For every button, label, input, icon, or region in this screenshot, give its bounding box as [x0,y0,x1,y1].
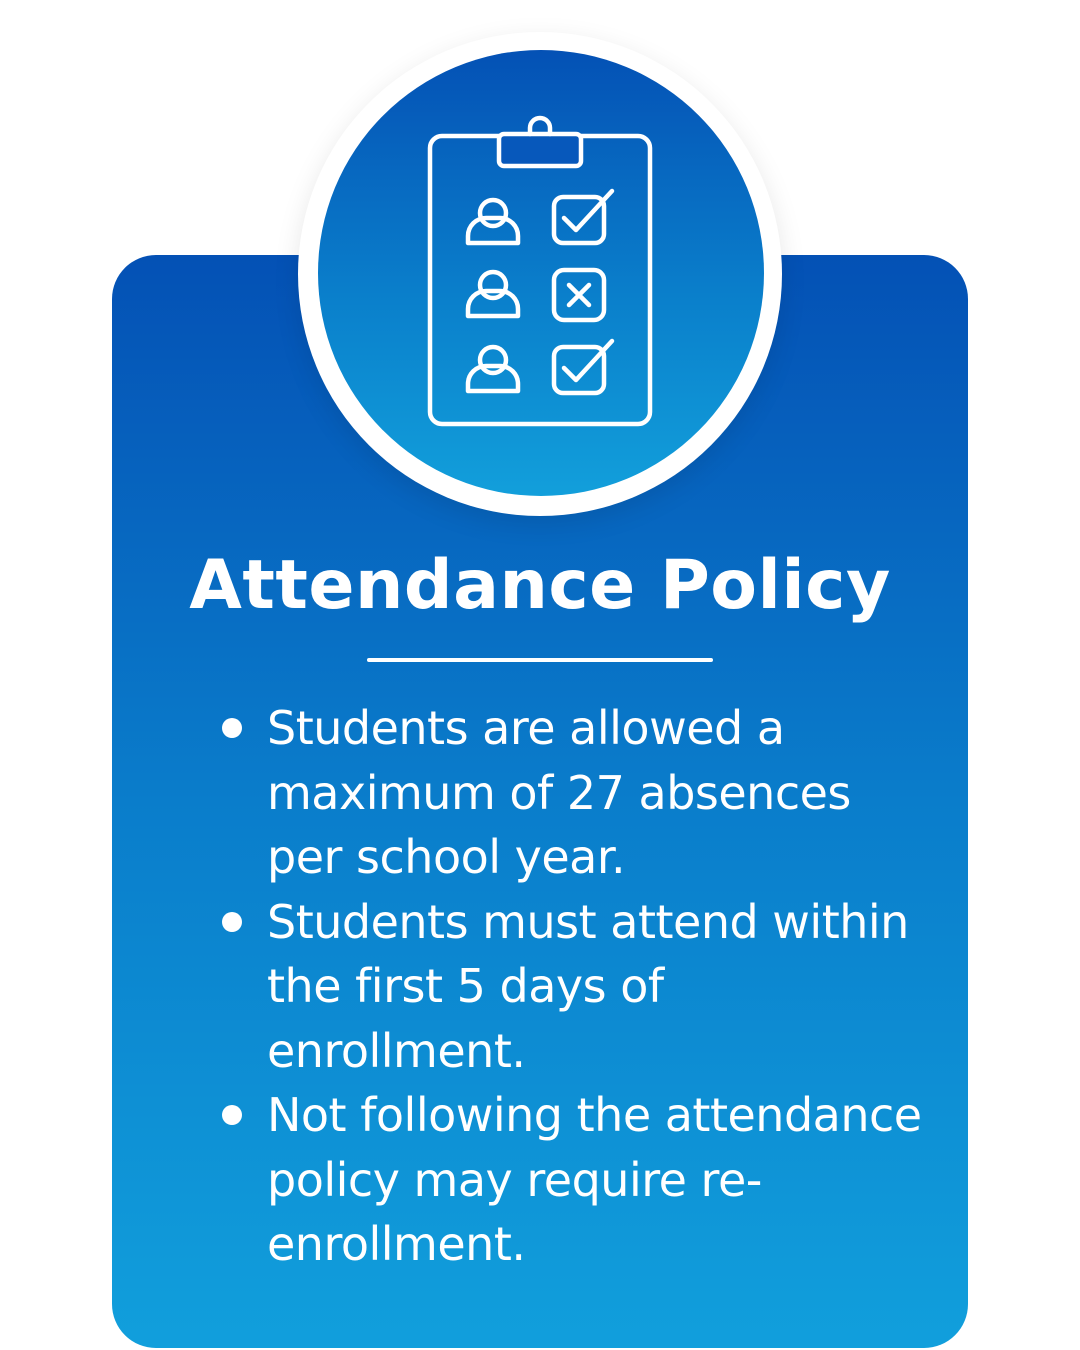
clipboard-clip-loop [530,118,550,134]
person-icon [468,347,518,391]
clipboard-attendance-icon [318,50,764,496]
check-box-icon [554,341,612,393]
x-box-icon [554,270,604,320]
list-item-text: Students must attend within the first 5 days of enrollment. [267,894,909,1078]
list-item [222,890,922,1084]
check-box-icon [554,191,612,243]
list-item-text: Students are allowed a maximum of 27 absences per school year. [267,701,851,884]
bullet-dot-icon [222,1105,242,1125]
person-icon [468,200,518,243]
bullet-dot-icon [222,912,242,932]
list-item-text: Not following the attendance policy may require re-enrollment. [267,1088,922,1271]
title-divider [367,658,713,662]
icon-badge [318,50,764,496]
bullet-dot-icon [222,718,242,738]
clipboard-clip [499,134,581,166]
clipboard-board [430,136,650,424]
policy-list [222,696,922,1277]
list-item [222,1083,922,1277]
person-icon [468,272,518,316]
page-title: Attendance Policy [189,546,891,625]
list-item [222,696,922,890]
